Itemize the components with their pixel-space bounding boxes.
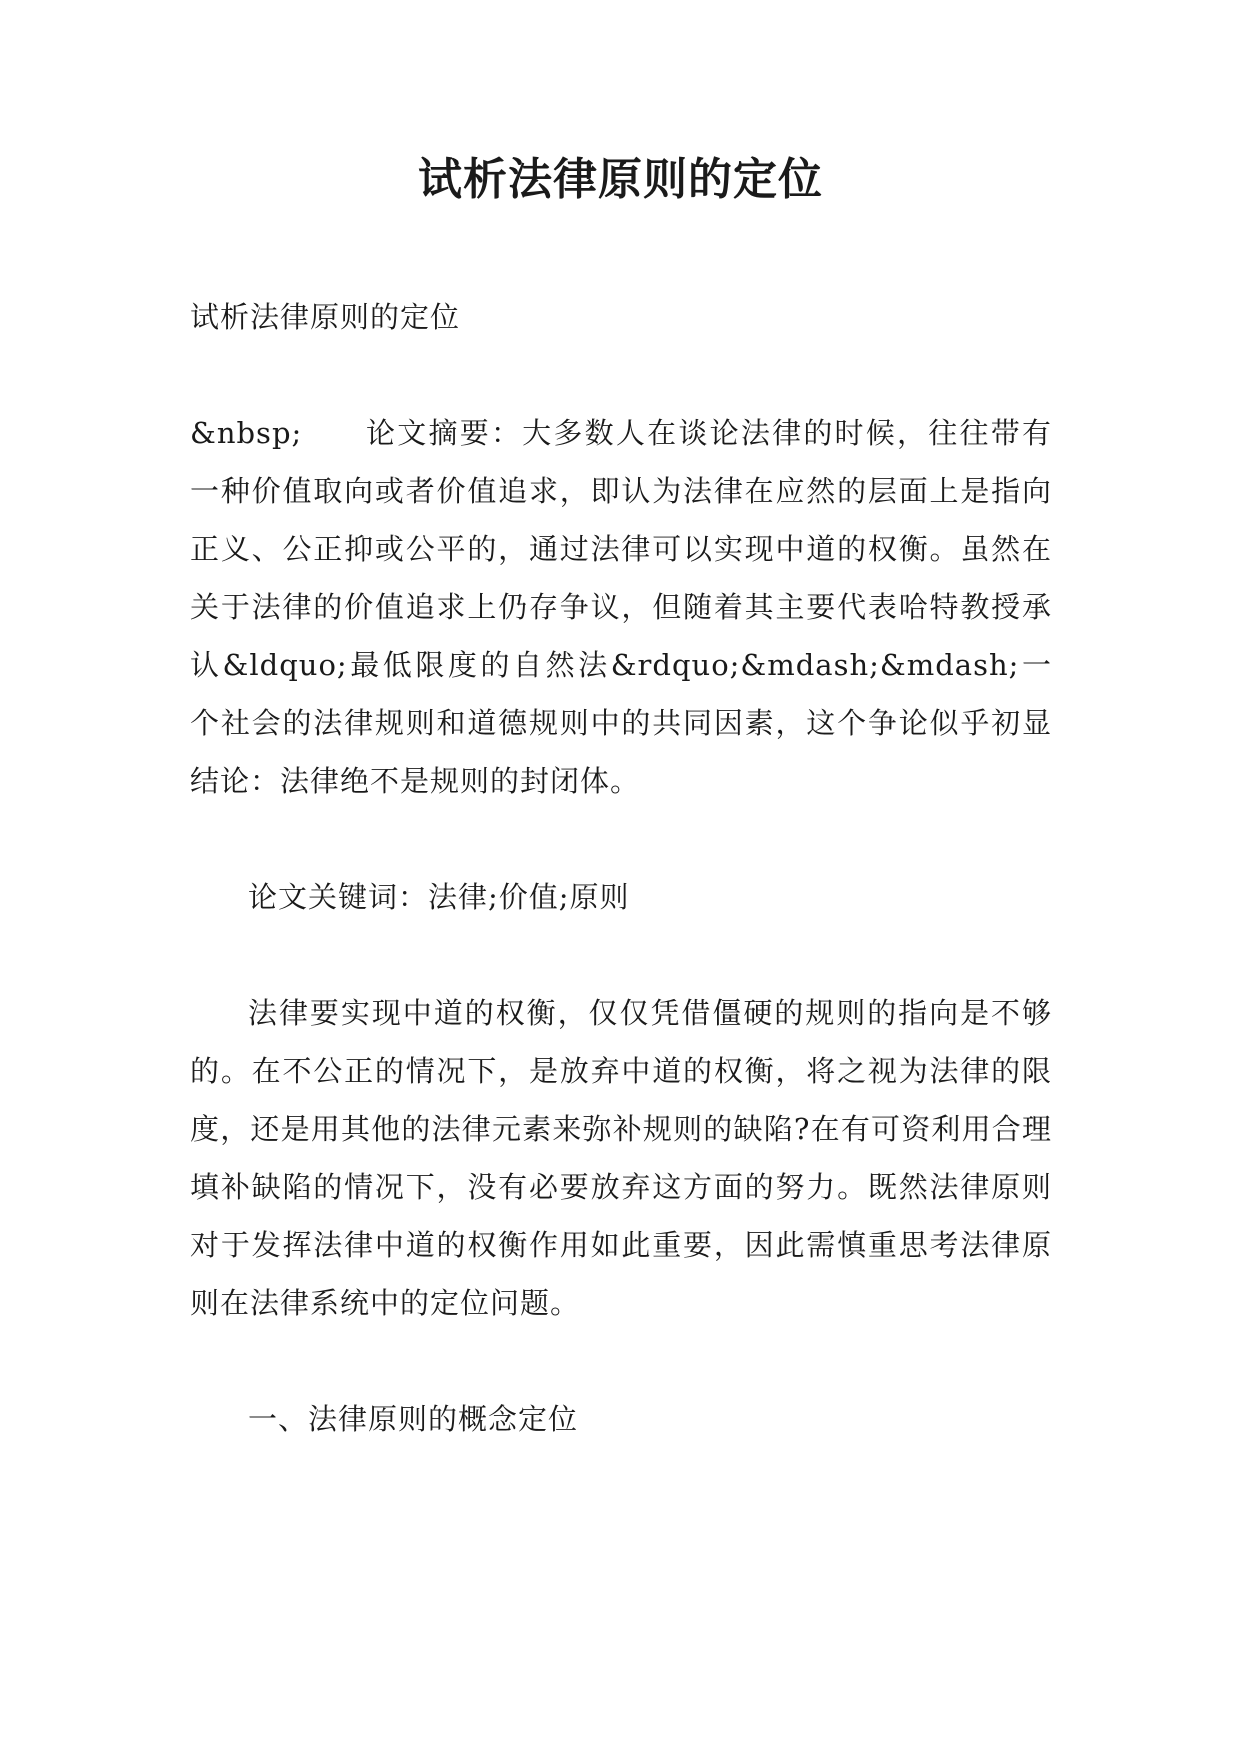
document-subtitle: 试析法律原则的定位 [190,300,461,334]
abstract-paragraph: &nbsp; 论文摘要：大多数人在谈论法律的时候，往往带有一种价值取向或者价值追求，即认为法律在应然的层面上是指向正义、公正抑或公平的，通过法律可以实现中道的权衡。虽然在关于法律的价值追求上仍存争议，但随着其主要代表哈特教授承认&ldquo;最低限度的自然法&rdquo;&mdash;&mdash;一个社会的法律规则和道德规则中的共同因素，这个争论似乎初显结论：法律绝不是规则的封闭体。 [190,416,1052,798]
keywords-paragraph: 论文关键词：法律;价值;原则 [248,880,630,914]
document-title: 试析法律原则的定位 [418,154,823,205]
section-heading: 一、法律原则的概念定位 [248,1402,579,1436]
body-paragraph: 法律要实现中道的权衡，仅仅凭借僵硬的规则的指向是不够的。在不公正的情况下，是放弃中道的权衡，将之视为法律的限度，还是用其他的法律元素来弥补规则的缺陷?在有可资利用合理填补缺陷的情况下，没有必要放弃这方面的努力。既然法律原则对于发挥法律中道的权衡作用如此重要，因此需慎重思考法律原则在法律系统中的定位问题。 [190,996,1052,1320]
document-body [190,288,1052,1448]
